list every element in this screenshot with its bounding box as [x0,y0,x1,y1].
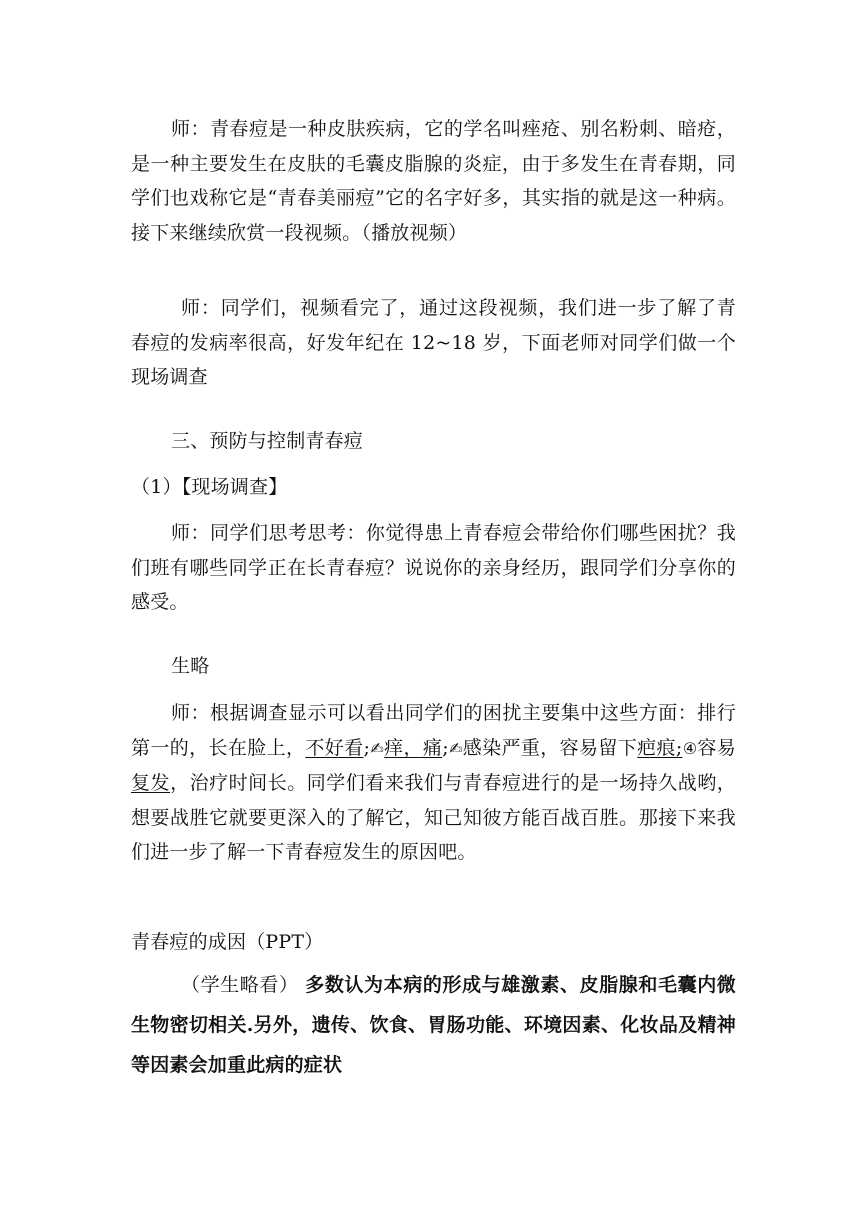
circled-four-marker: ④ [682,738,698,758]
paragraph-survey-result [131,696,736,870]
causes-bold-text: 多数认为本病的形成与雄激素、皮脂腺和毛囊内微生物密切相关.另外，遗传、饮食、胃肠功能、环境因素、化妆品及精神等因素会加重此病的症状 [131,974,736,1076]
subheading-survey: （1）【现场调查】 [131,476,288,498]
survey-result-text-3: 容易 [697,736,736,759]
underlined-ugly: 不好看 [305,736,364,759]
writing-hand-icon: ✍ [370,738,385,758]
paragraph-acne-intro: 师：青春痘是一种皮肤疾病，它的学名叫痤疮、别名粉刺、暗疮，是一种主要发生在皮肤的毛囊皮脂腺的炎症，由于多发生在青春期，同学们也戏称它是“青春美丽痘”它的名字好多，其实指的就是这一种病。接下来继续欣赏一段视频。（播放视频） [131,118,736,244]
separator-2: ; [442,736,449,759]
underlined-itch-pain: 痒，痛 [384,736,443,759]
section-heading-prevention: 三、预防与控制青春痘 [171,430,364,452]
underlined-scar: 疤痕; [637,736,683,759]
paragraph-acne-causes [131,965,736,1085]
underlined-relapse: 复发 [131,772,171,794]
heading-acne-causes: 青春痘的成因（PPT） [131,931,324,953]
survey-result-text-4: ，治疗时间长。同学们看来我们与青春痘进行的是一场持久战哟，想要战胜它就要更深入的了解它，知己知彼方能百战百胜。那接下来我们进一步了解一下青春痘发生的原因吧。 [131,772,736,863]
paragraph-student-response: 生略 [171,655,210,677]
survey-result-text-2: 感染严重，容易留下 [462,736,638,759]
separator-1: ; [363,736,371,759]
paragraph-video-summary: 师：同学们，视频看完了，通过这段视频，我们进一步了解了青春痘的发病率很高，好发年纪在 12~18 岁，下面老师对同学们做一个现场调查 [131,297,736,388]
survey-result-text-1: 师：根据调查显示可以看出同学们的困扰主要集中这些方面：排行第一的，长在脸上， [131,702,736,759]
causes-lead: （学生略看） [181,974,299,996]
paragraph-survey-question: 师：同学们思考思考：你觉得患上青春痘会带给你们哪些困扰？我们班有哪些同学正在长青春痘？说说你的亲身经历，跟同学们分享你的感受。 [131,522,736,613]
writing-hand-icon: ✍ [448,738,463,758]
